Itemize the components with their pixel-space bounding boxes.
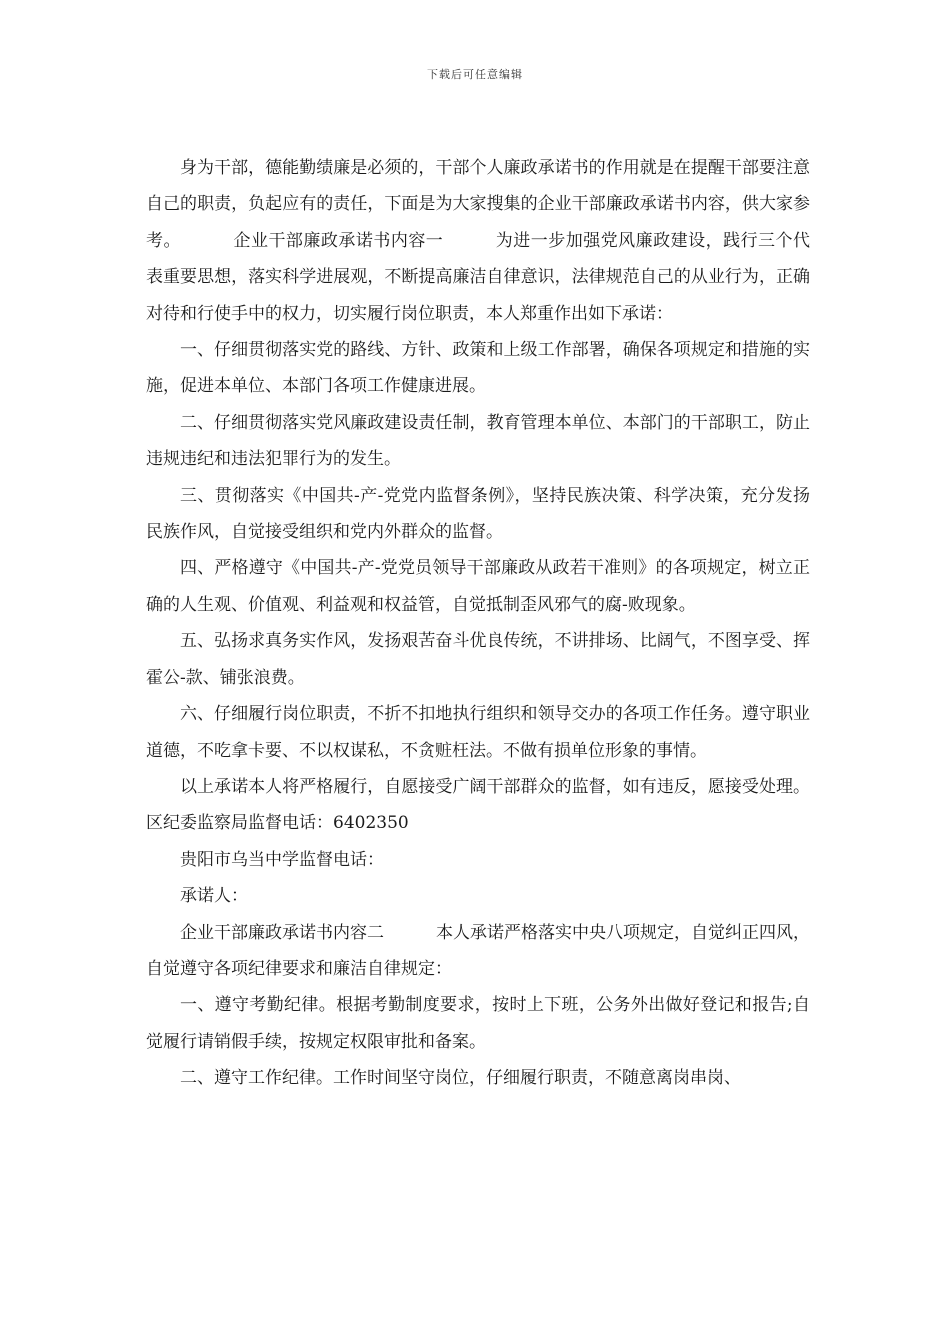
paragraph-item-5: 五、弘扬求真务实作风，发扬艰苦奋斗优良传统，不讲排场、比阔气，不图享受、挥霍公-款、铺张浪费。 bbox=[146, 631, 810, 688]
paragraph-school-phone: 贵阳市乌当中学监督电话： bbox=[180, 849, 384, 870]
paragraph-intro bbox=[146, 150, 810, 332]
section-heading-one: 企业干部廉政承诺书内容一 bbox=[232, 230, 444, 251]
paragraph-section-two bbox=[146, 915, 810, 988]
intro-continuation: 为进一步加强党风廉政建设，践行三个代表重要思想，落实科学进展观，不断提高廉洁自律意识，法律规范自己的从业行为，正确对待和行使手中的权力，切实履行岗位职责，本人郑重作出如下承诺： bbox=[146, 230, 811, 324]
paragraph-pledge-supervision: 以上承诺本人将严格履行，自愿接受广阔干部群众的监督，如有违反，愿接受处理。 区纪委监察局监督电话：6402350 bbox=[146, 776, 810, 834]
paragraph-rule-1: 一、遵守考勤纪律。根据考勤制度要求，按时上下班，公务外出做好登记和报告;自觉履行请销假手续，按规定权限审批和备案。 bbox=[146, 995, 810, 1052]
section-heading-two: 企业干部廉政承诺书内容二 bbox=[180, 922, 384, 943]
paragraph-item-6: 六、仔细履行岗位职责，不折不扣地执行组织和领导交办的各项工作任务。遵守职业道德，不吃拿卡要、不以权谋私，不贪赃枉法。不做有损单位形象的事情。 bbox=[146, 704, 810, 761]
paragraph-item-3: 三、贯彻落实《中国共-产-党党内监督条例》，坚持民族决策、科学决策，充分发扬民族作风，自觉接受组织和党内外群众的监督。 bbox=[146, 485, 810, 543]
page-header: 下载后可任意编辑 bbox=[427, 68, 523, 81]
intro-text: 身为干部，德能勤绩廉是必须的，干部个人廉政承诺书的作用就是在提醒干部要注意自己的职责，负起应有的责任，下面是为大家搜集的企业干部廉政承诺书内容，供大家参考。 bbox=[146, 158, 810, 251]
paragraph-signatory: 承诺人： bbox=[180, 886, 248, 907]
paragraph-item-4: 四、严格遵守《中国共-产-党党员领导干部廉政从政若干准则》的各项规定，树立正确的人生观、价值观、利益观和权益管，自觉抵制歪风邪气的腐-败现象。 bbox=[146, 558, 810, 615]
paragraph-item-2: 二、仔细贯彻落实党风廉政建设责任制，教育管理本单位、本部门的干部职工，防止违规违纪和违法犯罪行为的发生。 bbox=[146, 412, 810, 470]
section-two-text: 本人承诺严格落实中央八项规定，自觉纠正四风， 自觉遵守各项纪律要求和廉洁自律规定： bbox=[146, 922, 810, 979]
paragraph-item-1: 一、仔细贯彻落实党的路线、方针、政策和上级工作部署，确保各项规定和措施的实施，促进本单位、本部门各项工作健康进展。 bbox=[146, 340, 810, 397]
paragraph-rule-2: 二、遵守工作纪律。工作时间坚守岗位，仔细履行职责，不随意离岗串岗、 bbox=[180, 1068, 741, 1089]
document-body bbox=[146, 150, 810, 1097]
